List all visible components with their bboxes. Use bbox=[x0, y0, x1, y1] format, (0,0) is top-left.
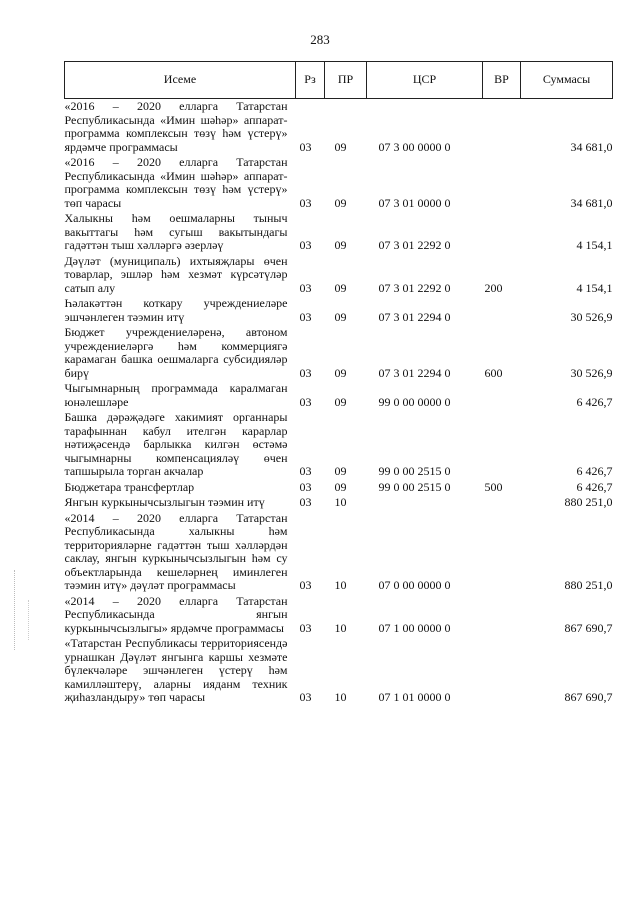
cell-csr: 99 0 00 2515 0 bbox=[378, 479, 451, 494]
cell-rz: 03 bbox=[299, 238, 312, 252]
cell-vr bbox=[483, 99, 521, 156]
cell-name: Халыкны һәм оешмаларны тыныч вакыттагы һәм сугыш вакытындагы гадәттән тыш хәлләргә әзерләү bbox=[64, 211, 288, 252]
cell-name: Чыгымнарның программада каралмаган юнәлешләре bbox=[64, 381, 288, 409]
cell-sum: 30 526,9 bbox=[570, 309, 613, 324]
cell-csr: 07 3 01 2292 0 bbox=[378, 280, 451, 295]
cell-pr: 09 bbox=[334, 464, 347, 478]
header-rz: Рз bbox=[296, 62, 325, 99]
cell-sum: 867 690,7 bbox=[564, 690, 613, 704]
table-header-row bbox=[65, 62, 613, 99]
table-row bbox=[65, 511, 613, 594]
cell-sum: 6 426,7 bbox=[576, 479, 613, 494]
cell-sum: 6 426,7 bbox=[576, 464, 613, 478]
cell-csr: 99 0 00 0000 0 bbox=[378, 394, 451, 409]
cell-rz: 03 bbox=[299, 309, 312, 324]
cell-rz: 03 bbox=[299, 280, 312, 295]
cell-pr: 10 bbox=[334, 495, 347, 509]
cell-name: Һәлакәттән коткару учреждениеләре эшчәнлеген тәэмин итү bbox=[64, 296, 288, 324]
cell-sum: 867 690,7 bbox=[564, 620, 613, 635]
cell-pr: 09 bbox=[334, 238, 347, 252]
header-sum: Суммасы bbox=[521, 62, 613, 99]
table-row bbox=[65, 410, 613, 480]
cell-vr: 200 bbox=[484, 280, 503, 295]
cell-name: Бюджетара трансфертлар bbox=[64, 479, 195, 494]
cell-vr bbox=[483, 594, 521, 637]
cell-vr: 500 bbox=[484, 479, 503, 494]
table-row bbox=[65, 296, 613, 325]
margin-mark bbox=[28, 600, 31, 640]
cell-name: «2016 – 2020 елларга Татарстан Республикасында «Имин шәһәр» аппарат-программа комплексын төзү һәм үстерү» төп чарасы bbox=[64, 155, 288, 210]
cell-vr bbox=[483, 211, 521, 254]
cell-pr: 09 bbox=[334, 280, 347, 295]
cell-vr: 600 bbox=[484, 365, 503, 380]
table-row bbox=[65, 495, 613, 511]
cell-rz: 03 bbox=[299, 495, 312, 509]
table-row bbox=[65, 325, 613, 381]
cell-rz: 03 bbox=[299, 139, 312, 154]
cell-pr: 09 bbox=[334, 139, 347, 154]
cell-name: «2014 – 2020 елларга Татарстан Республикасында янгын куркынычсызлыгы» ярдәмче программасы bbox=[64, 593, 288, 635]
table-row bbox=[65, 480, 613, 496]
cell-name: «Татарстан Республикасы территориясендә урнашкан Дәүләт янгынга каршы хезмәте бүлекчәләре эшчәнлеген үстерү һәм камилләштерү, аларны ияданм техник җиһазландыру» төп чарасы bbox=[64, 636, 288, 704]
cell-sum: 4 154,1 bbox=[576, 238, 613, 252]
cell-sum: 880 251,0 bbox=[564, 495, 613, 509]
cell-csr: 07 3 00 0000 0 bbox=[378, 139, 451, 154]
cell-name: Дәүләт (муниципаль) ихтыяҗлары өчен товарлар, эшләр һәм хезмәт күрсәтүләр сатып алу bbox=[64, 253, 288, 295]
header-pr: ПР bbox=[325, 62, 367, 99]
cell-rz: 03 bbox=[299, 394, 312, 409]
cell-vr bbox=[483, 511, 521, 594]
table-row bbox=[65, 211, 613, 254]
margin-mark bbox=[14, 570, 17, 650]
cell-csr: 99 0 00 2515 0 bbox=[378, 464, 451, 478]
cell-pr: 09 bbox=[334, 394, 347, 409]
cell-rz: 03 bbox=[299, 365, 312, 380]
cell-rz: 03 bbox=[299, 464, 312, 478]
cell-sum: 4 154,1 bbox=[576, 280, 613, 295]
cell-vr bbox=[483, 155, 521, 211]
cell-pr: 09 bbox=[334, 365, 347, 380]
cell-vr bbox=[483, 636, 521, 706]
cell-sum: 34 681,0 bbox=[570, 195, 613, 210]
cell-rz: 03 bbox=[299, 195, 312, 210]
cell-sum: 30 526,9 bbox=[570, 365, 613, 380]
cell-sum: 6 426,7 bbox=[576, 394, 613, 409]
cell-vr bbox=[483, 495, 521, 511]
cell-vr bbox=[483, 410, 521, 480]
cell-pr: 09 bbox=[334, 195, 347, 210]
cell-rz: 03 bbox=[299, 578, 312, 592]
cell-name: Янгын куркынычсызлыгын тәэмин итү bbox=[64, 495, 265, 509]
cell-name: Бюджет учреждениеләренә, автоном учреждениеләргә һәм коммерциягә карамаган башка оешмаларга субсидияләр бирү bbox=[64, 325, 288, 380]
header-name: Исеме bbox=[65, 62, 296, 99]
table-row bbox=[65, 594, 613, 637]
page-number: 283 bbox=[310, 32, 330, 47]
table-row bbox=[65, 636, 613, 706]
header-vr: ВР bbox=[483, 62, 521, 99]
table-body bbox=[65, 99, 613, 706]
budget-table bbox=[64, 61, 613, 706]
cell-name: «2014 – 2020 елларга Татарстан Республикасында халыкны һәм территорияләрне гадәттән тыш хәлләрдән саклау, янгын куркынычсызлыгын һәм су объектларында кешеләрнең иминлеген тәэмин итү» дәүләт программасы bbox=[64, 510, 288, 592]
cell-pr: 10 bbox=[334, 620, 347, 635]
table-row bbox=[65, 381, 613, 410]
cell-csr: 07 3 01 2292 0 bbox=[378, 238, 451, 252]
cell-csr: 07 1 00 0000 0 bbox=[378, 620, 451, 635]
table-row bbox=[65, 155, 613, 211]
cell-csr bbox=[367, 495, 483, 511]
cell-rz: 03 bbox=[299, 479, 312, 494]
cell-csr: 07 1 01 0000 0 bbox=[378, 690, 451, 704]
header-csr: ЦСР bbox=[367, 62, 483, 99]
table-row bbox=[65, 254, 613, 297]
cell-vr bbox=[483, 381, 521, 410]
cell-sum: 34 681,0 bbox=[570, 139, 613, 154]
cell-pr: 10 bbox=[334, 690, 347, 704]
cell-vr bbox=[483, 296, 521, 325]
cell-pr: 10 bbox=[334, 578, 347, 592]
cell-csr: 07 3 01 0000 0 bbox=[378, 195, 451, 210]
cell-csr: 07 0 00 0000 0 bbox=[378, 578, 451, 592]
cell-pr: 09 bbox=[334, 479, 347, 494]
cell-sum: 880 251,0 bbox=[564, 578, 613, 592]
cell-rz: 03 bbox=[299, 620, 312, 635]
cell-csr: 07 3 01 2294 0 bbox=[378, 365, 451, 380]
table-row bbox=[65, 99, 613, 156]
cell-csr: 07 3 01 2294 0 bbox=[378, 309, 451, 324]
cell-name: Башка дәрәҗәдәге хакимият органнары тарафыннан кабул ителгән карарлар нәтиҗәсендә барлыкка килгән өстәмә чыгымнарны компенсацияләү өчен тапшырыла торган акчалар bbox=[64, 410, 288, 478]
cell-pr: 09 bbox=[334, 309, 347, 324]
cell-rz: 03 bbox=[299, 690, 312, 704]
cell-name: «2016 – 2020 елларга Татарстан Республикасында «Имин шәһәр» аппарат-программа комплексын төзү һәм үстерү» ярдәмче программасы bbox=[64, 99, 288, 154]
